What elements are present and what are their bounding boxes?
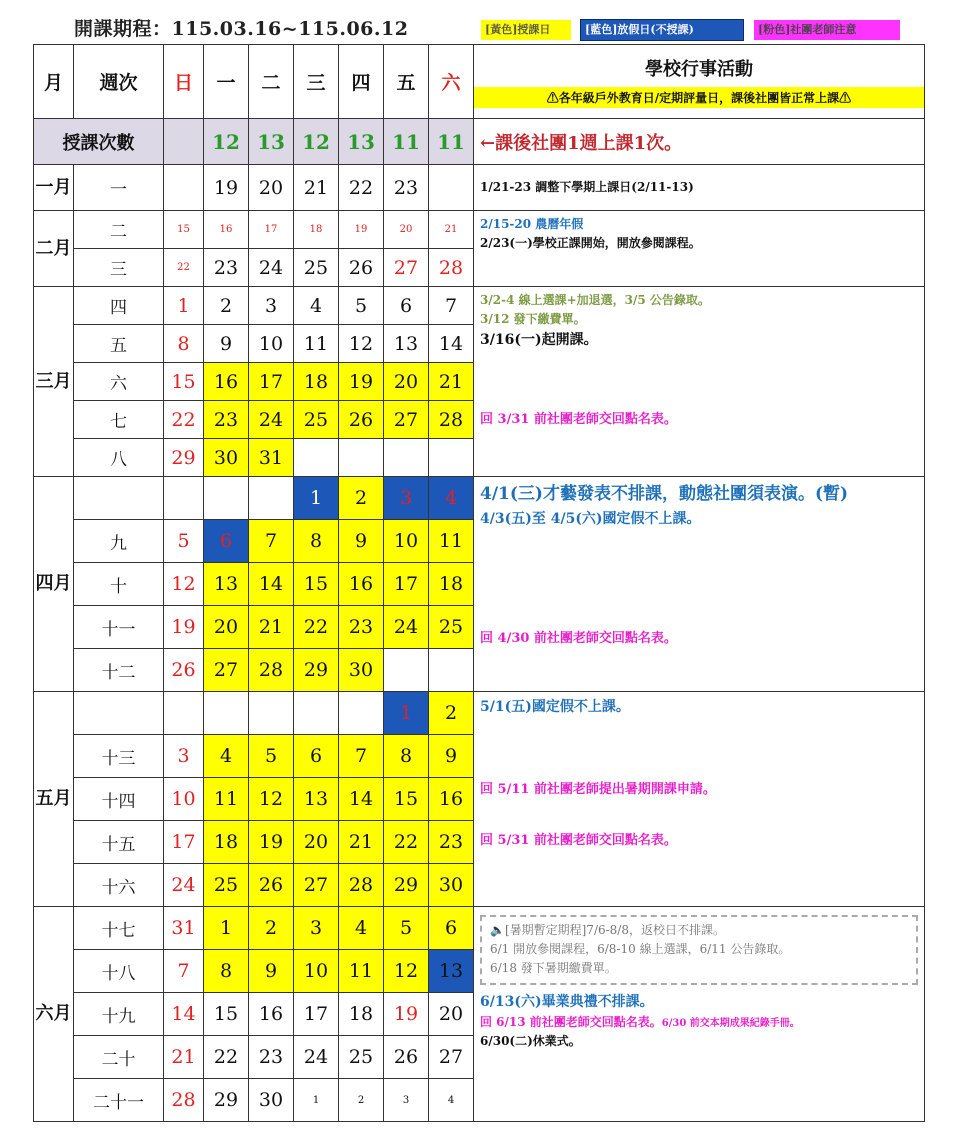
- count-label: 授課次數: [34, 119, 164, 165]
- day-cell: 11: [294, 325, 339, 363]
- day-cell: 20: [384, 363, 429, 401]
- count-thu: 13: [339, 119, 384, 165]
- day-cell: 26: [164, 649, 204, 692]
- day-cell: 28: [429, 401, 474, 439]
- day-cell: 22: [164, 249, 204, 287]
- day-cell: 18: [294, 363, 339, 401]
- calendar-table: [33, 44, 925, 1122]
- day-cell: [384, 439, 429, 477]
- week-label: 四: [74, 287, 164, 325]
- day-cell: 30: [204, 439, 249, 477]
- header-thu: 四: [339, 45, 384, 119]
- day-cell: 15: [294, 563, 339, 606]
- day-cell: 24: [384, 606, 429, 649]
- header-tue: 二: [249, 45, 294, 119]
- activity-apr: [474, 477, 925, 692]
- day-cell: 28: [164, 1079, 204, 1122]
- day-cell: 3: [249, 287, 294, 325]
- day-cell: 13: [429, 950, 474, 993]
- day-cell: 16: [204, 363, 249, 401]
- day-cell: 27: [384, 249, 429, 287]
- activity-text: 回 4/30 前社團老師交回點名表。: [480, 630, 677, 646]
- day-cell: 10: [164, 778, 204, 821]
- day-cell: 5: [164, 520, 204, 563]
- count-row: [34, 119, 925, 165]
- day-cell: 20: [204, 606, 249, 649]
- day-cell: 14: [339, 778, 384, 821]
- day-cell: 12: [249, 778, 294, 821]
- day-cell: 14: [429, 325, 474, 363]
- month-apr: 四月: [34, 477, 74, 692]
- day-cell: 17: [164, 821, 204, 864]
- day-cell: 17: [294, 993, 339, 1036]
- day-cell: [339, 439, 384, 477]
- count-tue: 13: [249, 119, 294, 165]
- day-cell: 16: [249, 993, 294, 1036]
- day-cell: 3: [384, 477, 429, 520]
- day-cell: 17: [384, 563, 429, 606]
- day-cell: 19: [204, 165, 249, 211]
- day-cell: 23: [429, 821, 474, 864]
- day-cell: 9: [204, 325, 249, 363]
- summer-note-box: [480, 915, 918, 985]
- day-cell: [164, 165, 204, 211]
- day-cell: 24: [164, 864, 204, 907]
- week-label: 十四: [74, 778, 164, 821]
- count-fri: 11: [384, 119, 429, 165]
- header-mon: 一: [204, 45, 249, 119]
- day-cell: 2: [249, 907, 294, 950]
- day-cell: 26: [339, 249, 384, 287]
- month-feb: 二月: [34, 211, 74, 287]
- week-label: 二: [74, 211, 164, 249]
- activity-feb: [474, 211, 925, 287]
- day-cell: 4: [204, 735, 249, 778]
- activity-text: 6/18 發下暑期繳費單。: [490, 961, 617, 976]
- activity-may: [474, 692, 925, 907]
- day-cell: 27: [294, 864, 339, 907]
- table-row: [34, 477, 925, 520]
- day-cell: 24: [249, 401, 294, 439]
- activity-text: 回 5/31 前社團老師交回點名表。: [480, 833, 677, 849]
- day-cell: 16: [429, 778, 474, 821]
- activity-text: 2/23(一)學校正課開始，開放參閱課程。: [480, 236, 701, 251]
- activity-text: 1/21-23 調整下學期上課日(2/11-13): [480, 179, 694, 194]
- day-cell: 14: [164, 993, 204, 1036]
- day-cell: 19: [249, 821, 294, 864]
- activity-text: 6/30(二)休業式。: [480, 1034, 581, 1049]
- week-label: 一: [74, 165, 164, 211]
- day-cell: [204, 692, 249, 735]
- day-cell: 7: [249, 520, 294, 563]
- day-cell: 25: [339, 1036, 384, 1079]
- table-row: [34, 907, 925, 950]
- day-cell: 21: [164, 1036, 204, 1079]
- day-cell: 19: [339, 211, 384, 249]
- day-cell: 20: [249, 165, 294, 211]
- day-cell: 11: [339, 950, 384, 993]
- week-label: 十八: [74, 950, 164, 993]
- day-cell: 16: [339, 563, 384, 606]
- day-cell: 1: [384, 692, 429, 735]
- week-label: 十: [74, 563, 164, 606]
- day-cell: 8: [164, 325, 204, 363]
- day-cell: 11: [204, 778, 249, 821]
- activity-text: 2/15-20 農曆年假: [480, 217, 584, 231]
- day-cell: 29: [204, 1079, 249, 1122]
- day-cell: 13: [204, 563, 249, 606]
- day-cell: 18: [294, 211, 339, 249]
- month-may: 五月: [34, 692, 74, 907]
- day-cell: 22: [204, 1036, 249, 1079]
- week-label: 十六: [74, 864, 164, 907]
- week-label: 三: [74, 249, 164, 287]
- day-cell: 23: [204, 401, 249, 439]
- day-cell: 23: [339, 606, 384, 649]
- day-cell: 23: [249, 1036, 294, 1079]
- month-jun: 六月: [34, 907, 74, 1122]
- day-cell: [294, 439, 339, 477]
- week-label: 十二: [74, 649, 164, 692]
- day-cell: [204, 477, 249, 520]
- day-cell: 22: [384, 821, 429, 864]
- week-label: 二十: [74, 1036, 164, 1079]
- day-cell: 20: [294, 821, 339, 864]
- day-cell: 26: [339, 401, 384, 439]
- month-jan: 一月: [34, 165, 74, 211]
- day-cell: [249, 477, 294, 520]
- week-label: 十七: [74, 907, 164, 950]
- course-period: 開課期程：115.03.16~115.06.12: [74, 18, 409, 40]
- day-cell: 25: [204, 864, 249, 907]
- day-cell: 2: [429, 692, 474, 735]
- week-label: 七: [74, 401, 164, 439]
- day-cell: 10: [384, 520, 429, 563]
- activity-text: 6/1 開放參閱課程，6/8-10 線上選課，6/11 公告錄取。: [490, 942, 791, 957]
- day-cell: 22: [164, 401, 204, 439]
- activity-text: 3/12 發下繳費單。: [480, 312, 586, 327]
- day-cell: [429, 439, 474, 477]
- day-cell: 26: [384, 1036, 429, 1079]
- count-sat: 11: [429, 119, 474, 165]
- day-cell: 29: [384, 864, 429, 907]
- day-cell: 6: [204, 520, 249, 563]
- day-cell: 21: [429, 363, 474, 401]
- day-cell: 26: [249, 864, 294, 907]
- day-cell: [384, 649, 429, 692]
- day-cell: 3: [294, 907, 339, 950]
- day-cell: [249, 692, 294, 735]
- day-cell: 22: [294, 606, 339, 649]
- activity-jun: [474, 907, 925, 1122]
- header-wed: 三: [294, 45, 339, 119]
- day-cell: 10: [294, 950, 339, 993]
- day-cell: 20: [429, 993, 474, 1036]
- day-cell: 14: [249, 563, 294, 606]
- day-cell: 17: [249, 363, 294, 401]
- day-cell: 19: [164, 606, 204, 649]
- day-cell: 12: [384, 950, 429, 993]
- week-label: 九: [74, 520, 164, 563]
- activity-text: 回 6/13 前社團老師交回點名表。: [480, 1014, 662, 1029]
- activity-text: 回 5/11 前社團老師提出暑期開課申請。: [480, 782, 716, 798]
- day-cell: 21: [339, 821, 384, 864]
- day-cell: [164, 692, 204, 735]
- day-cell: 12: [339, 325, 384, 363]
- count-wed: 12: [294, 119, 339, 165]
- page-header: [0, 0, 958, 42]
- day-cell: 28: [339, 864, 384, 907]
- day-cell: 2: [204, 287, 249, 325]
- day-cell: 15: [384, 778, 429, 821]
- count-mon: 12: [204, 119, 249, 165]
- legend-blue: [藍色]放假日(不授課): [581, 20, 743, 40]
- day-cell: 2: [339, 1079, 384, 1122]
- activity-jan: [474, 165, 925, 211]
- day-cell: 23: [384, 165, 429, 211]
- day-cell: 23: [204, 249, 249, 287]
- header-fri: 五: [384, 45, 429, 119]
- legend-pink: [粉色]社團老師注意: [754, 20, 900, 40]
- week-label: 五: [74, 325, 164, 363]
- day-cell: 9: [429, 735, 474, 778]
- day-cell: 27: [384, 401, 429, 439]
- day-cell: 6: [294, 735, 339, 778]
- week-label: 二十一: [74, 1079, 164, 1122]
- day-cell: 12: [164, 563, 204, 606]
- day-cell: 21: [429, 211, 474, 249]
- day-cell: 24: [294, 1036, 339, 1079]
- week-label: 十五: [74, 821, 164, 864]
- header-activity: [474, 45, 925, 119]
- day-cell: 19: [339, 363, 384, 401]
- week-label: [74, 477, 164, 520]
- header-sun: 日: [164, 45, 204, 119]
- activity-text: 回 3/31 前社團老師交回點名表。: [480, 411, 677, 427]
- day-cell: 1: [294, 477, 339, 520]
- day-cell: 30: [429, 864, 474, 907]
- day-cell: 7: [339, 735, 384, 778]
- day-cell: 29: [294, 649, 339, 692]
- day-cell: 29: [164, 439, 204, 477]
- day-cell: 6: [429, 907, 474, 950]
- day-cell: 13: [294, 778, 339, 821]
- week-label: 十九: [74, 993, 164, 1036]
- day-cell: 19: [384, 993, 429, 1036]
- day-cell: 16: [204, 211, 249, 249]
- day-cell: 3: [384, 1079, 429, 1122]
- activity-text: 6/13(六)畢業典禮不排課。: [480, 993, 654, 1010]
- day-cell: 17: [249, 211, 294, 249]
- legend-yellow: [黃色]授課日: [481, 20, 571, 40]
- day-cell: 22: [339, 165, 384, 211]
- day-cell: 18: [204, 821, 249, 864]
- day-cell: [429, 649, 474, 692]
- day-cell: 2: [339, 477, 384, 520]
- day-cell: 5: [384, 907, 429, 950]
- count-note: ←課後社團1週上課1次。: [474, 119, 925, 165]
- day-cell: 1: [164, 287, 204, 325]
- day-cell: 25: [429, 606, 474, 649]
- activity-mar: [474, 287, 925, 477]
- day-cell: 31: [164, 907, 204, 950]
- table-header-row: [34, 45, 925, 119]
- day-cell: 25: [294, 249, 339, 287]
- day-cell: [339, 692, 384, 735]
- day-cell: 8: [204, 950, 249, 993]
- day-cell: [294, 692, 339, 735]
- day-cell: 25: [294, 401, 339, 439]
- activity-text: 5/1(五)國定假不上課。: [480, 699, 630, 715]
- day-cell: 28: [429, 249, 474, 287]
- table-row: [34, 165, 925, 211]
- activity-title: 學校行事活動: [645, 59, 753, 80]
- day-cell: 18: [429, 563, 474, 606]
- week-label: 六: [74, 363, 164, 401]
- day-cell: 7: [429, 287, 474, 325]
- day-cell: 5: [339, 287, 384, 325]
- day-cell: 5: [249, 735, 294, 778]
- activity-text: 🔈[暑期暫定期程]7/6-8/8，返校日不排課。: [490, 923, 725, 937]
- day-cell: 13: [384, 325, 429, 363]
- week-label: 八: [74, 439, 164, 477]
- day-cell: 6: [384, 287, 429, 325]
- header-month: 月: [34, 45, 74, 119]
- week-label: 十一: [74, 606, 164, 649]
- week-label: [74, 692, 164, 735]
- day-cell: 30: [249, 1079, 294, 1122]
- day-cell: 3: [164, 735, 204, 778]
- day-cell: 21: [294, 165, 339, 211]
- day-cell: [429, 165, 474, 211]
- day-cell: 4: [339, 907, 384, 950]
- month-mar: 三月: [34, 287, 74, 477]
- table-row: [34, 692, 925, 735]
- day-cell: 15: [164, 363, 204, 401]
- day-cell: 11: [429, 520, 474, 563]
- activity-text: 6/30 前交本期成果紀錄手冊。: [661, 1017, 800, 1029]
- day-cell: 10: [249, 325, 294, 363]
- table-row: [34, 211, 925, 249]
- day-cell: 8: [294, 520, 339, 563]
- day-cell: 27: [429, 1036, 474, 1079]
- day-cell: 9: [339, 520, 384, 563]
- week-label: 十三: [74, 735, 164, 778]
- day-cell: 18: [339, 993, 384, 1036]
- day-cell: 30: [339, 649, 384, 692]
- day-cell: 8: [384, 735, 429, 778]
- activity-subtitle: ⚠各年級戶外教育日/定期評量日，課後社團皆正常上課⚠: [474, 87, 924, 108]
- day-cell: 15: [164, 211, 204, 249]
- day-cell: 15: [204, 993, 249, 1036]
- activity-text: 4/1(三)才藝發表不排課，動態社團須表演。(暫): [480, 484, 849, 504]
- header-sat: 六: [429, 45, 474, 119]
- day-cell: 1: [204, 907, 249, 950]
- day-cell: 4: [294, 287, 339, 325]
- day-cell: 24: [249, 249, 294, 287]
- day-cell: 27: [204, 649, 249, 692]
- day-cell: [164, 477, 204, 520]
- header-week: 週次: [74, 45, 164, 119]
- table-row: [34, 287, 925, 325]
- day-cell: 9: [249, 950, 294, 993]
- day-cell: 28: [249, 649, 294, 692]
- count-empty: [164, 119, 204, 165]
- day-cell: 1: [294, 1079, 339, 1122]
- activity-text: 3/16(一)起開課。: [480, 332, 598, 349]
- day-cell: 20: [384, 211, 429, 249]
- activity-text: 4/3(五)至 4/5(六)國定假不上課。: [480, 511, 701, 528]
- day-cell: 4: [429, 477, 474, 520]
- day-cell: 21: [249, 606, 294, 649]
- day-cell: 31: [249, 439, 294, 477]
- day-cell: 4: [429, 1079, 474, 1122]
- activity-text: 3/2-4 線上選課+加退選，3/5 公告錄取。: [480, 293, 710, 307]
- day-cell: 7: [164, 950, 204, 993]
